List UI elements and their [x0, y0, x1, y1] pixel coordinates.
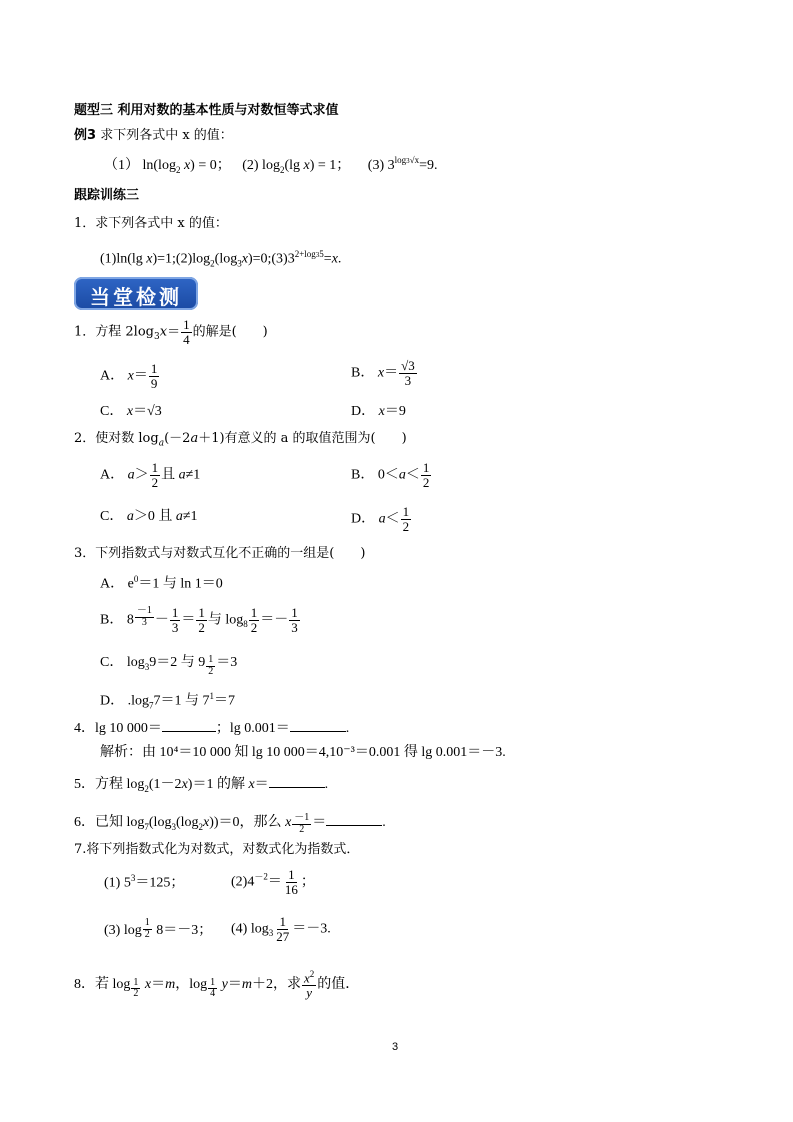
q2-option-a: A． a＞ $\frac{1}{2}$ 且 a≠1 — [100, 460, 201, 490]
q8-stem: 8．若 log $\frac{1}{2}$ x＝m，log $\frac{1}{4}$ y＝m＋2，求 $\frac{x^2}{y}$ 的值． — [74, 969, 360, 1000]
practice-1-parts: (1)ln(lg $x)=1;(2)\log_2(\log_3x)=0;(3)3^{2+log35}=x$. — [100, 249, 342, 269]
q3-option-c: C． $\log_39=2$ 与 9 $\frac{1}{2}$ ＝3 — [100, 654, 238, 677]
q2-option-b: B． 0＜a＜ $\frac{1}{2}$ — [351, 460, 430, 490]
q5-blank[interactable] — [269, 775, 325, 788]
q7-part-4: (4) $\log_3$ $\frac{1}{27}$ ＝－3. — [231, 914, 331, 944]
q2-option-c: C． a＞0 且 a≠1 — [100, 509, 198, 524]
q2-stem-tail: 有意义的 a 的取值范围为( ) — [224, 431, 407, 446]
current-test-badge — [74, 277, 198, 310]
q2-option-d: D． a＜ $\frac{1}{2}$ — [351, 504, 410, 534]
example-part-2: (2) $\log_2(\lg$ x) = 1； — [242, 157, 351, 175]
q4-blank-2[interactable] — [290, 719, 346, 732]
example-label: 例3 — [74, 128, 97, 143]
q7-part-2: $(2)4^{-2}=$ $\frac{1}{16}$ ； — [231, 867, 315, 897]
q8-label: 8．若 — [74, 977, 109, 993]
practice-title: 跟踪训练三 — [74, 188, 140, 203]
q3-option-b: B． 8 $\frac{-1}{3}$ － $\frac{1}{3}$ ＝ $\frac{1}{2}$ 与 $\log_8$ $\frac{1}{2}$ ＝－ $\frac{1}{3}$ — [100, 605, 298, 635]
q6-blank[interactable] — [326, 813, 382, 826]
q4-label: 4．lg 10 000＝ — [74, 721, 162, 736]
q5-label: 5．方程 — [74, 777, 123, 792]
example-3-stem — [74, 128, 233, 144]
q5-stem: 5．方程 $\log_2(1-2x)=1$ 的解 x＝ . — [74, 777, 329, 794]
example-part-1: （1） $\ln(\log_2$ x) = 0； — [104, 157, 231, 175]
q1-option-d: D． x＝9 — [351, 404, 406, 419]
badge-label: 当堂检测 — [90, 285, 182, 309]
q6-stem: 6．已知 $\log_7(\log_3(\log_2x))=0$，那么 x $\frac{-1}{2}$ ＝ . — [74, 812, 386, 835]
q4-blank-1[interactable] — [162, 719, 216, 732]
practice-1-stem: 1．求下列各式中 x 的值： — [74, 216, 228, 231]
section-title: 题型三 利用对数的基本性质与对数恒等式求值 — [74, 103, 339, 118]
q3-option-d: D． $.\log_77=1$ 与 $7^1=7$ — [100, 691, 235, 711]
q7-part-3: (3) log $\frac{1}{2}$ 8＝－3； — [104, 917, 213, 940]
q7-part-1: (1) $5^3=125$； — [104, 873, 185, 891]
q1-stem-suffix: 的解是( ) — [192, 324, 268, 340]
q1-stem: 1．方程 $2\log_3x=$ $\frac{1}{4}$ 的解是( ) — [74, 317, 268, 347]
q1-option-b: B． x＝ $\frac{√3}{3}$ — [351, 358, 415, 388]
q1-option-a: A． x＝ $\frac{1}{9}$ — [100, 361, 158, 391]
q3-stem: 3．下列指数式与对数式互化不正确的一组是( ) — [74, 546, 366, 561]
q1-stem-prefix: 1．方程 2log — [74, 324, 154, 340]
example-text: 求下列各式中 x 的值： — [100, 128, 233, 143]
q1-option-c: C． x＝√3 — [100, 404, 162, 419]
q4-analysis: 解析：由 10⁴＝10 000 知 lg 10 000＝4,10⁻³＝0.001 得 lg 0.001＝－3. — [100, 745, 506, 760]
q6-label: 6．已知 — [74, 815, 123, 830]
q7-stem: 7.将下列指数式化为对数式，对数式化为指数式． — [74, 842, 360, 857]
example-part-3: (3) $3^{log3√x}=9$. — [367, 155, 438, 173]
q2-stem-prefix: 2．使对数 log — [74, 431, 159, 446]
example-3-parts — [104, 155, 438, 175]
q2-stem: 2．使对数 $\log_a(-2a+1)$有意义的 a 的取值范围为( ) — [74, 431, 407, 449]
page-number: 3 — [392, 1041, 399, 1053]
q4-stem: 4．lg 10 000＝ ；lg 0.001＝ . — [74, 721, 350, 736]
q3-option-a: A． $e^0=1$ 与 ln 1＝0 — [100, 574, 223, 592]
